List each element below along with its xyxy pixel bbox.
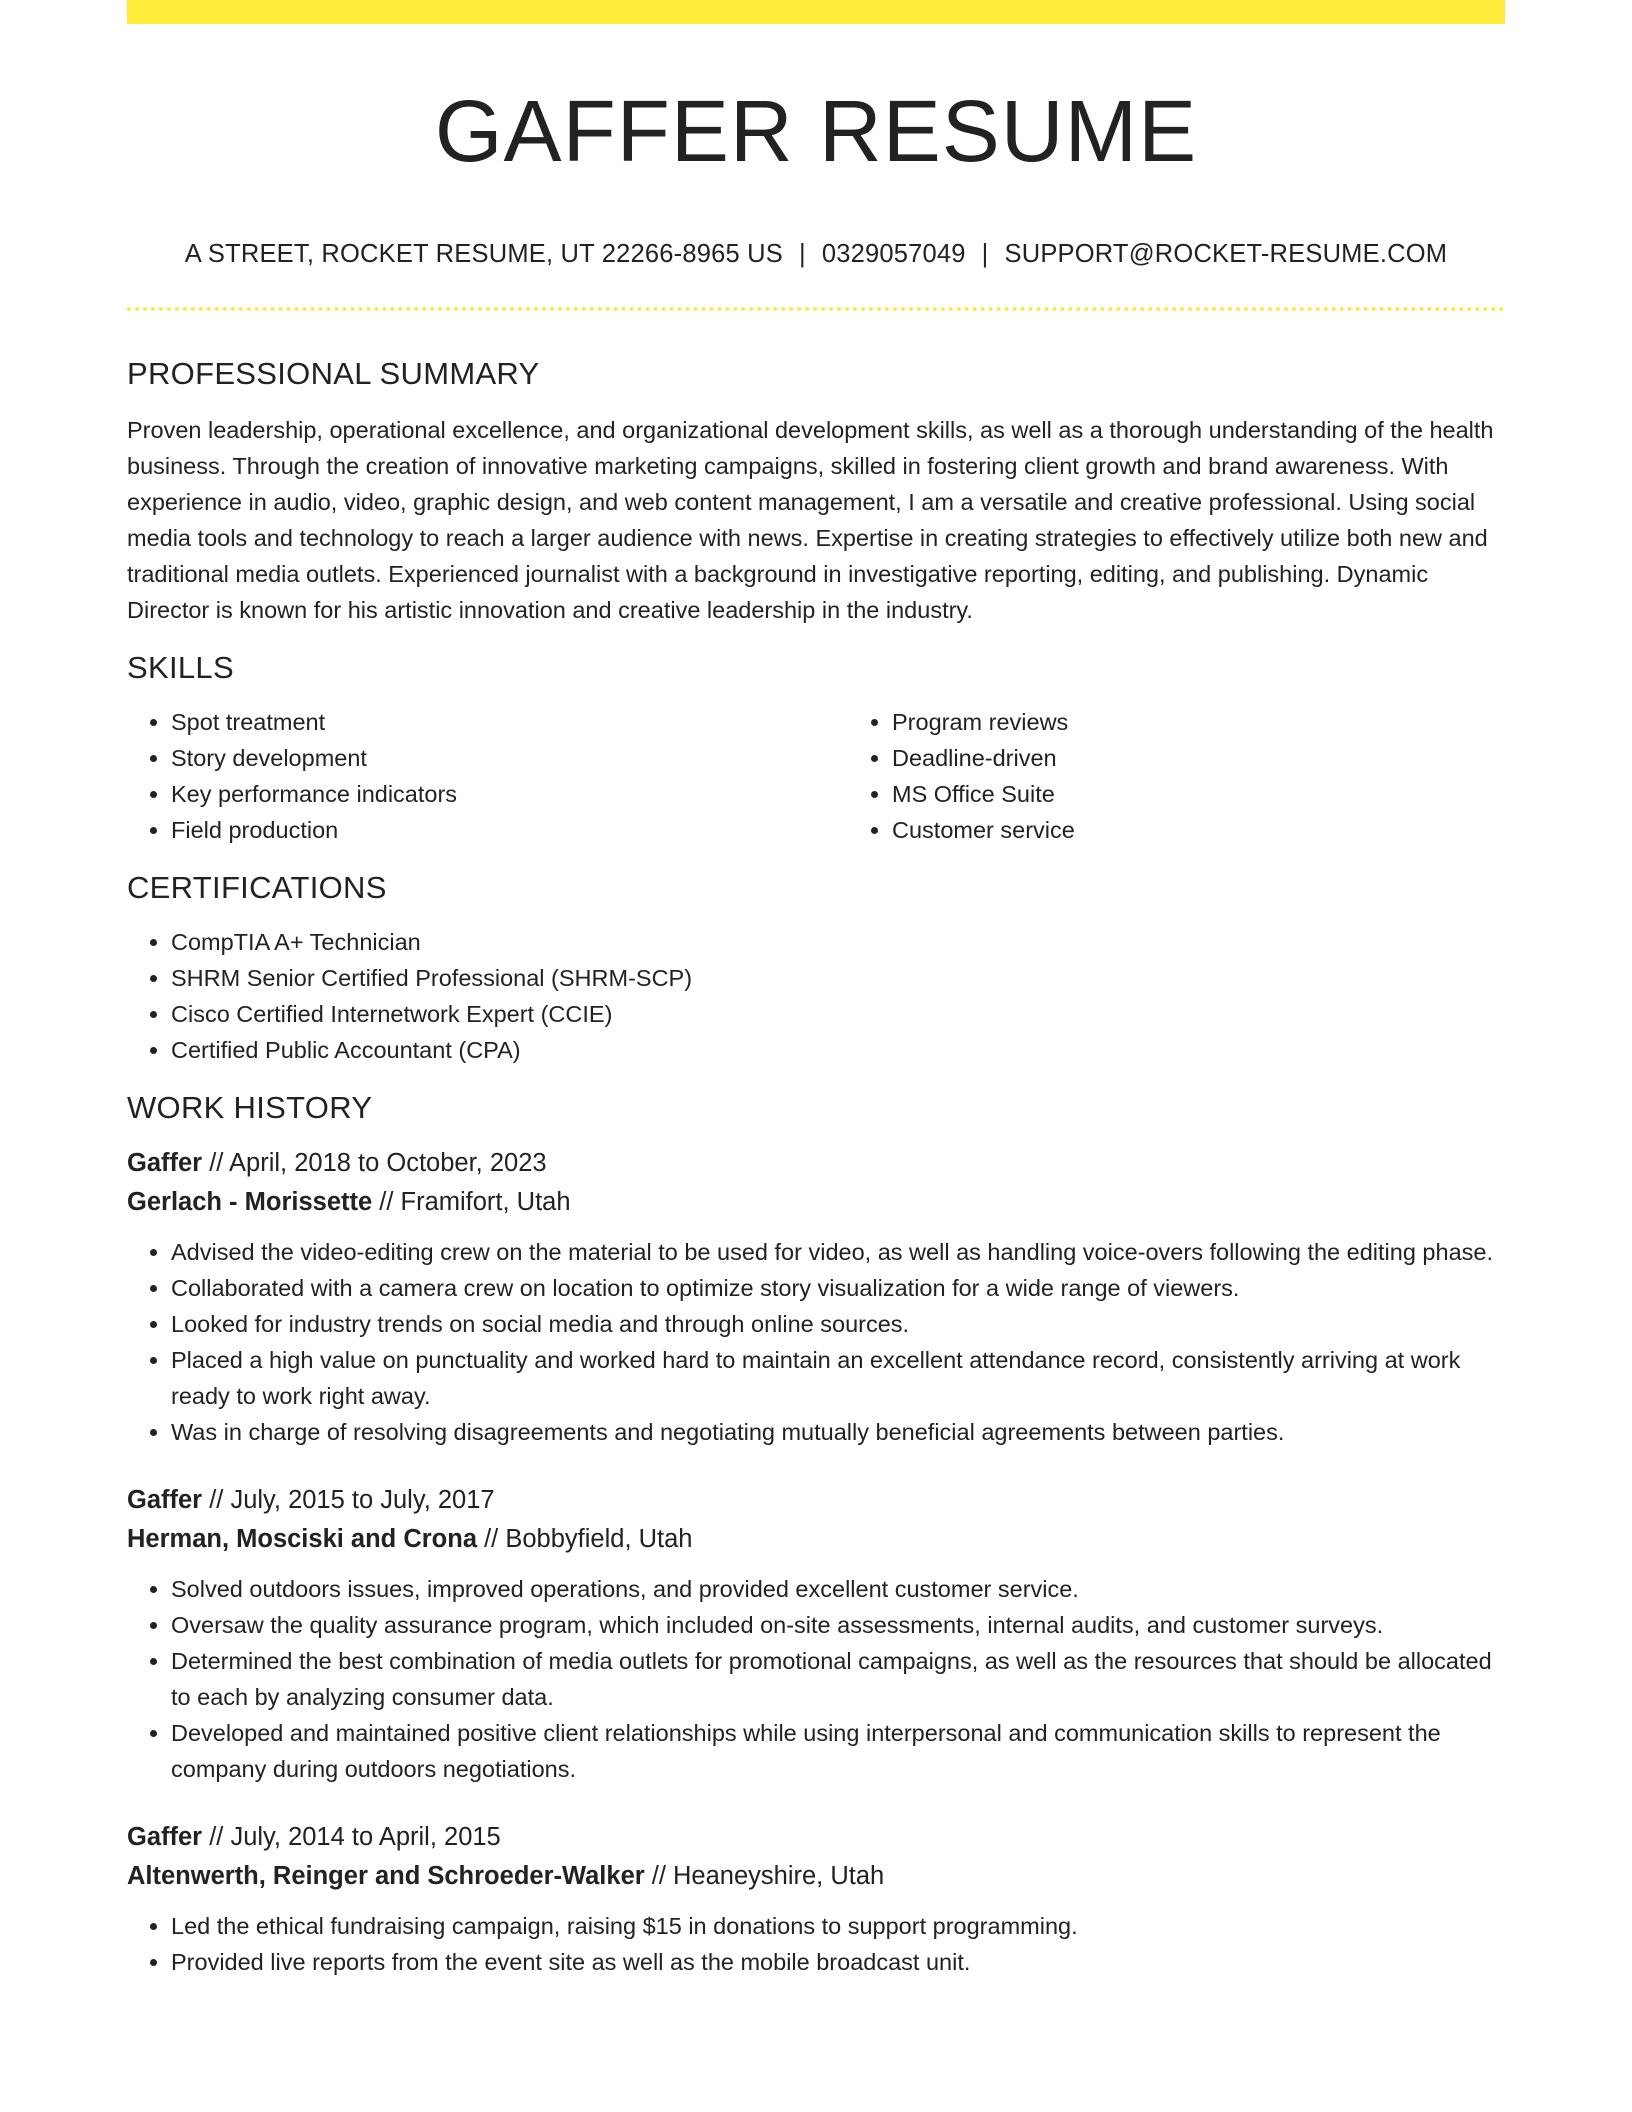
skills-section	[127, 646, 1505, 848]
job-entry	[127, 1481, 1505, 1787]
top-accent-bar	[127, 0, 1505, 24]
certification-item: • Cisco Certified Internetwork Expert (CCIE)	[171, 996, 1505, 1032]
resume-content	[127, 352, 1505, 1980]
contact-phone: 0329057049	[821, 240, 966, 268]
job-title: Gaffer	[127, 1149, 203, 1177]
job-company-line	[127, 1520, 1505, 1559]
job-entry	[127, 1144, 1505, 1450]
resume-page	[127, 0, 1505, 2112]
job-location: // Framifort, Utah	[372, 1188, 571, 1216]
dotted-divider	[127, 307, 1505, 311]
job-bullets	[127, 1908, 1505, 1980]
job-bullet: • Placed a high value on punctuality and worked hard to maintain an excellent attendance record, consistently arriving at work ready to work right away.	[171, 1342, 1505, 1414]
job-bullets	[127, 1234, 1505, 1450]
job-title: Gaffer	[127, 1486, 203, 1514]
resume-title: GAFFER RESUME	[434, 83, 1198, 180]
contact-separator: |	[799, 240, 806, 268]
job-company-line	[127, 1857, 1505, 1896]
job-bullet: • Developed and maintained positive client relationships while using interpersonal and communication skills to represent the company during outdoors negotiations.	[171, 1715, 1505, 1787]
skills-list-left	[127, 704, 848, 848]
skill-item: • Deadline-driven	[892, 740, 1569, 776]
contact-address: A STREET, ROCKET RESUME, UT 22266-8965 US	[184, 240, 784, 268]
contact-separator: |	[981, 240, 989, 268]
certification-item: • Certified Public Accountant (CPA)	[171, 1032, 1505, 1068]
job-bullet: • Collaborated with a camera crew on location to optimize story visualization for a wide range of viewers.	[171, 1270, 1505, 1306]
skill-item: • Field production	[171, 812, 848, 848]
job-bullet: • Was in charge of resolving disagreements and negotiating mutually beneficial agreements between parties.	[171, 1414, 1505, 1450]
job-title-line	[127, 1481, 1505, 1520]
certifications-list	[127, 924, 1505, 1068]
skill-item: • Customer service	[892, 812, 1569, 848]
job-dates: // July, 2015 to July, 2017	[202, 1486, 495, 1514]
skills-list-right	[848, 704, 1569, 848]
job-company: Gerlach - Morissette	[127, 1188, 373, 1216]
skill-item: • Spot treatment	[171, 704, 848, 740]
work-history-section	[127, 1086, 1505, 1980]
work-history-heading: WORK HISTORY	[127, 1090, 373, 1125]
skills-columns	[127, 704, 1505, 848]
job-bullet: • Oversaw the quality assurance program, which included on-site assessments, internal audits, and customer surveys.	[171, 1607, 1505, 1643]
certifications-heading: CERTIFICATIONS	[127, 870, 387, 905]
job-dates: // July, 2014 to April, 2015	[202, 1823, 501, 1851]
job-title: Gaffer	[127, 1823, 203, 1851]
skill-item: • MS Office Suite	[892, 776, 1569, 812]
certification-item: • CompTIA A+ Technician	[171, 924, 1505, 960]
skill-item: • Key performance indicators	[171, 776, 848, 812]
job-bullet: • Determined the best combination of media outlets for promotional campaigns, as well as the resources that should be allocated to each by analyzing consumer data.	[171, 1643, 1505, 1715]
job-company: Herman, Mosciski and Crona	[127, 1525, 478, 1553]
job-bullet: • Led the ethical fundraising campaign, raising $15 in donations to support programming.	[171, 1908, 1505, 1944]
summary-text: Proven leadership, operational excellence, and organizational development skills, as well as a thorough understanding of the health business. Through the creation of innovative marketing campaigns, skilled in fostering client growth and brand awareness. With experience in audio, video, graphic design, and web content management, I am a versatile and creative professional. Using social media tools and technology to reach a larger audience with news. Expertise in creating strategies to effectively utilize both new and traditional media outlets. Experienced journalist with a background in investigative reporting, editing, and publishing. Dynamic Director is known for his artistic innovation and creative leadership in the industry.	[127, 417, 1494, 623]
job-company: Altenwerth, Reinger and Schroeder-Walker	[127, 1862, 645, 1890]
skills-heading: SKILLS	[127, 650, 234, 685]
job-bullet: • Provided live reports from the event site as well as the mobile broadcast unit.	[171, 1944, 1505, 1980]
job-bullet: • Advised the video-editing crew on the material to be used for video, as well as handling voice-overs following the editing phase.	[171, 1234, 1505, 1270]
job-bullet: • Looked for industry trends on social media and through online sources.	[171, 1306, 1505, 1342]
job-title-line	[127, 1144, 1505, 1183]
job-bullet: • Solved outdoors issues, improved operations, and provided excellent customer service.	[171, 1571, 1505, 1607]
job-title-line	[127, 1818, 1505, 1857]
job-location: // Heaneyshire, Utah	[644, 1862, 885, 1890]
contact-email: SUPPORT@ROCKET-RESUME.COM	[1004, 240, 1448, 268]
job-dates: // April, 2018 to October, 2023	[202, 1149, 547, 1177]
job-entry	[127, 1818, 1505, 1980]
skill-item: • Story development	[171, 740, 848, 776]
job-location: // Bobbyfield, Utah	[477, 1525, 693, 1553]
job-bullets	[127, 1571, 1505, 1787]
summary-heading: PROFESSIONAL SUMMARY	[127, 356, 540, 391]
job-company-line	[127, 1183, 1505, 1222]
certification-item: • SHRM Senior Certified Professional (SHRM-SCP)	[171, 960, 1505, 996]
certifications-section	[127, 866, 1505, 1068]
summary-section	[127, 352, 1505, 628]
skill-item: • Program reviews	[892, 704, 1569, 740]
contact-line	[127, 236, 1505, 272]
